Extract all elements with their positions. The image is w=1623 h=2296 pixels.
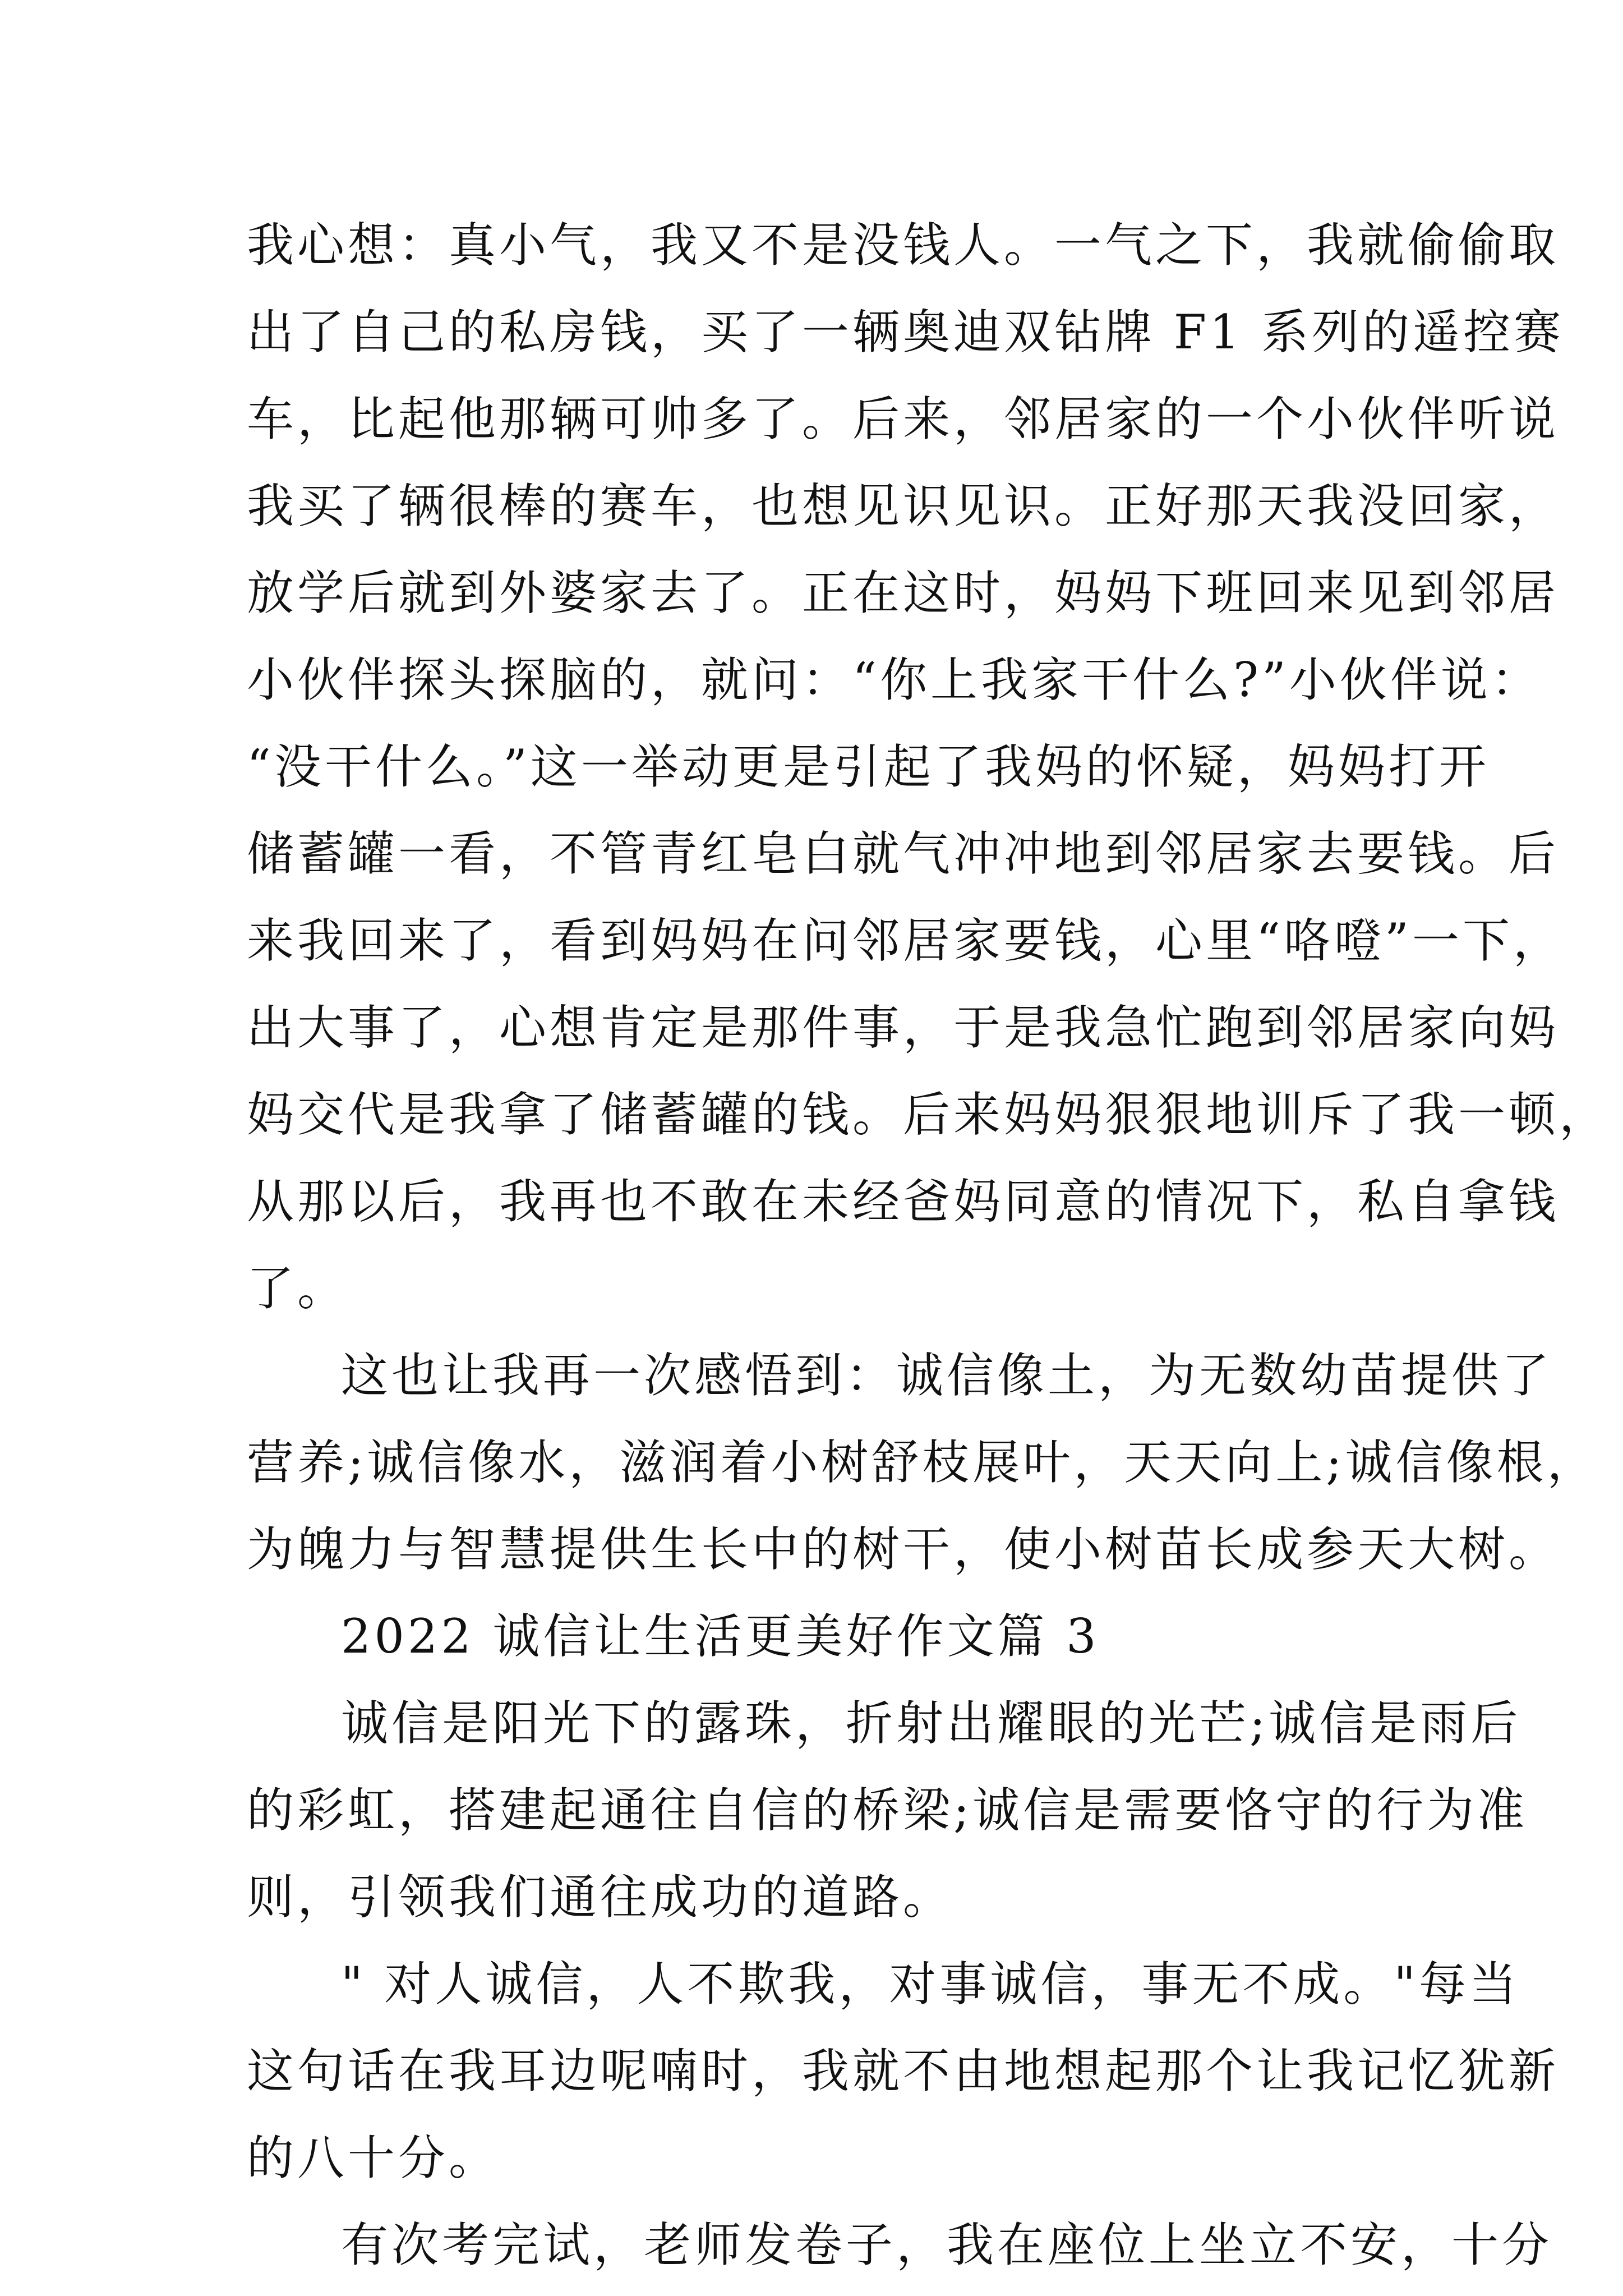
text-line: “没干什么。”这一举动更是引起了我妈的怀疑，妈妈打开 — [247, 739, 1490, 794]
text-line: 储蓄罐一看，不管青红皂白就气冲冲地到邻居家去要钱。后 — [247, 826, 1560, 881]
text-line: 这句话在我耳边呢喃时，我就不由地想起那个让我记忆犹新 — [247, 2044, 1560, 2099]
text-line: 妈交代是我拿了储蓄罐的钱。后来妈妈狠狠地训斥了我一顿， — [247, 1087, 1610, 1142]
text-line: 营养;诚信像水，滋润着小树舒枝展叶，天天向上;诚信像根， — [247, 1435, 1598, 1490]
text-line: 来我回来了，看到妈妈在问邻居家要钱，心里“咯噔”一下， — [247, 913, 1564, 968]
text-line: 从那以后，我再也不敢在未经爸妈同意的情况下，私自拿钱 — [247, 1174, 1560, 1229]
text-line: 放学后就到外婆家去了。正在这时，妈妈下班回来见到邻居 — [247, 565, 1560, 620]
text-line: 出大事了，心想肯定是那件事，于是我急忙跑到邻居家向妈 — [247, 1000, 1560, 1055]
paragraph-start-line: " 对人诚信，人不欺我，对事诚信，事无不成。"每当 — [341, 1957, 1520, 2012]
text-line: 则，引领我们通往成功的道路。 — [247, 1870, 954, 1925]
text-line: 我心想：真小气，我又不是没钱人。一气之下，我就偷偷取 — [247, 218, 1560, 273]
paragraph-start-line: 2022 诚信让生活更美好作文篇 3 — [341, 1609, 1100, 1664]
text-line: 为魄力与智慧提供生长中的树干，使小树苗长成参天大树。 — [247, 1522, 1560, 1577]
paragraph-start-line: 这也让我再一次感悟到：诚信像土，为无数幼苗提供了 — [341, 1348, 1553, 1403]
text-line: 车，比起他那辆可帅多了。后来，邻居家的一个小伙伴听说 — [247, 392, 1560, 447]
paragraph-start-line: 诚信是阳光下的露珠，折射出耀眼的光芒;诚信是雨后 — [341, 1696, 1521, 1751]
text-line: 我买了辆很棒的赛车，也想见识见识。正好那天我没回家， — [247, 478, 1560, 533]
paragraph-start-line: 有次考完试，老师发卷子，我在座位上坐立不安，十分 — [341, 2217, 1553, 2272]
text-line: 的彩虹，搭建起通往自信的桥梁;诚信是需要恪守的行为准 — [247, 1783, 1528, 1838]
text-line: 小伙伴探头探脑的，就问：“你上我家干什么?”小伙伴说： — [247, 652, 1542, 707]
text-line: 出了自己的私房钱，买了一辆奥迪双钻牌 F1 系列的遥控赛 — [247, 305, 1565, 360]
text-line: 了。 — [247, 1261, 348, 1316]
text-line: 的八十分。 — [247, 2131, 500, 2185]
body-text — [247, 202, 1610, 2289]
